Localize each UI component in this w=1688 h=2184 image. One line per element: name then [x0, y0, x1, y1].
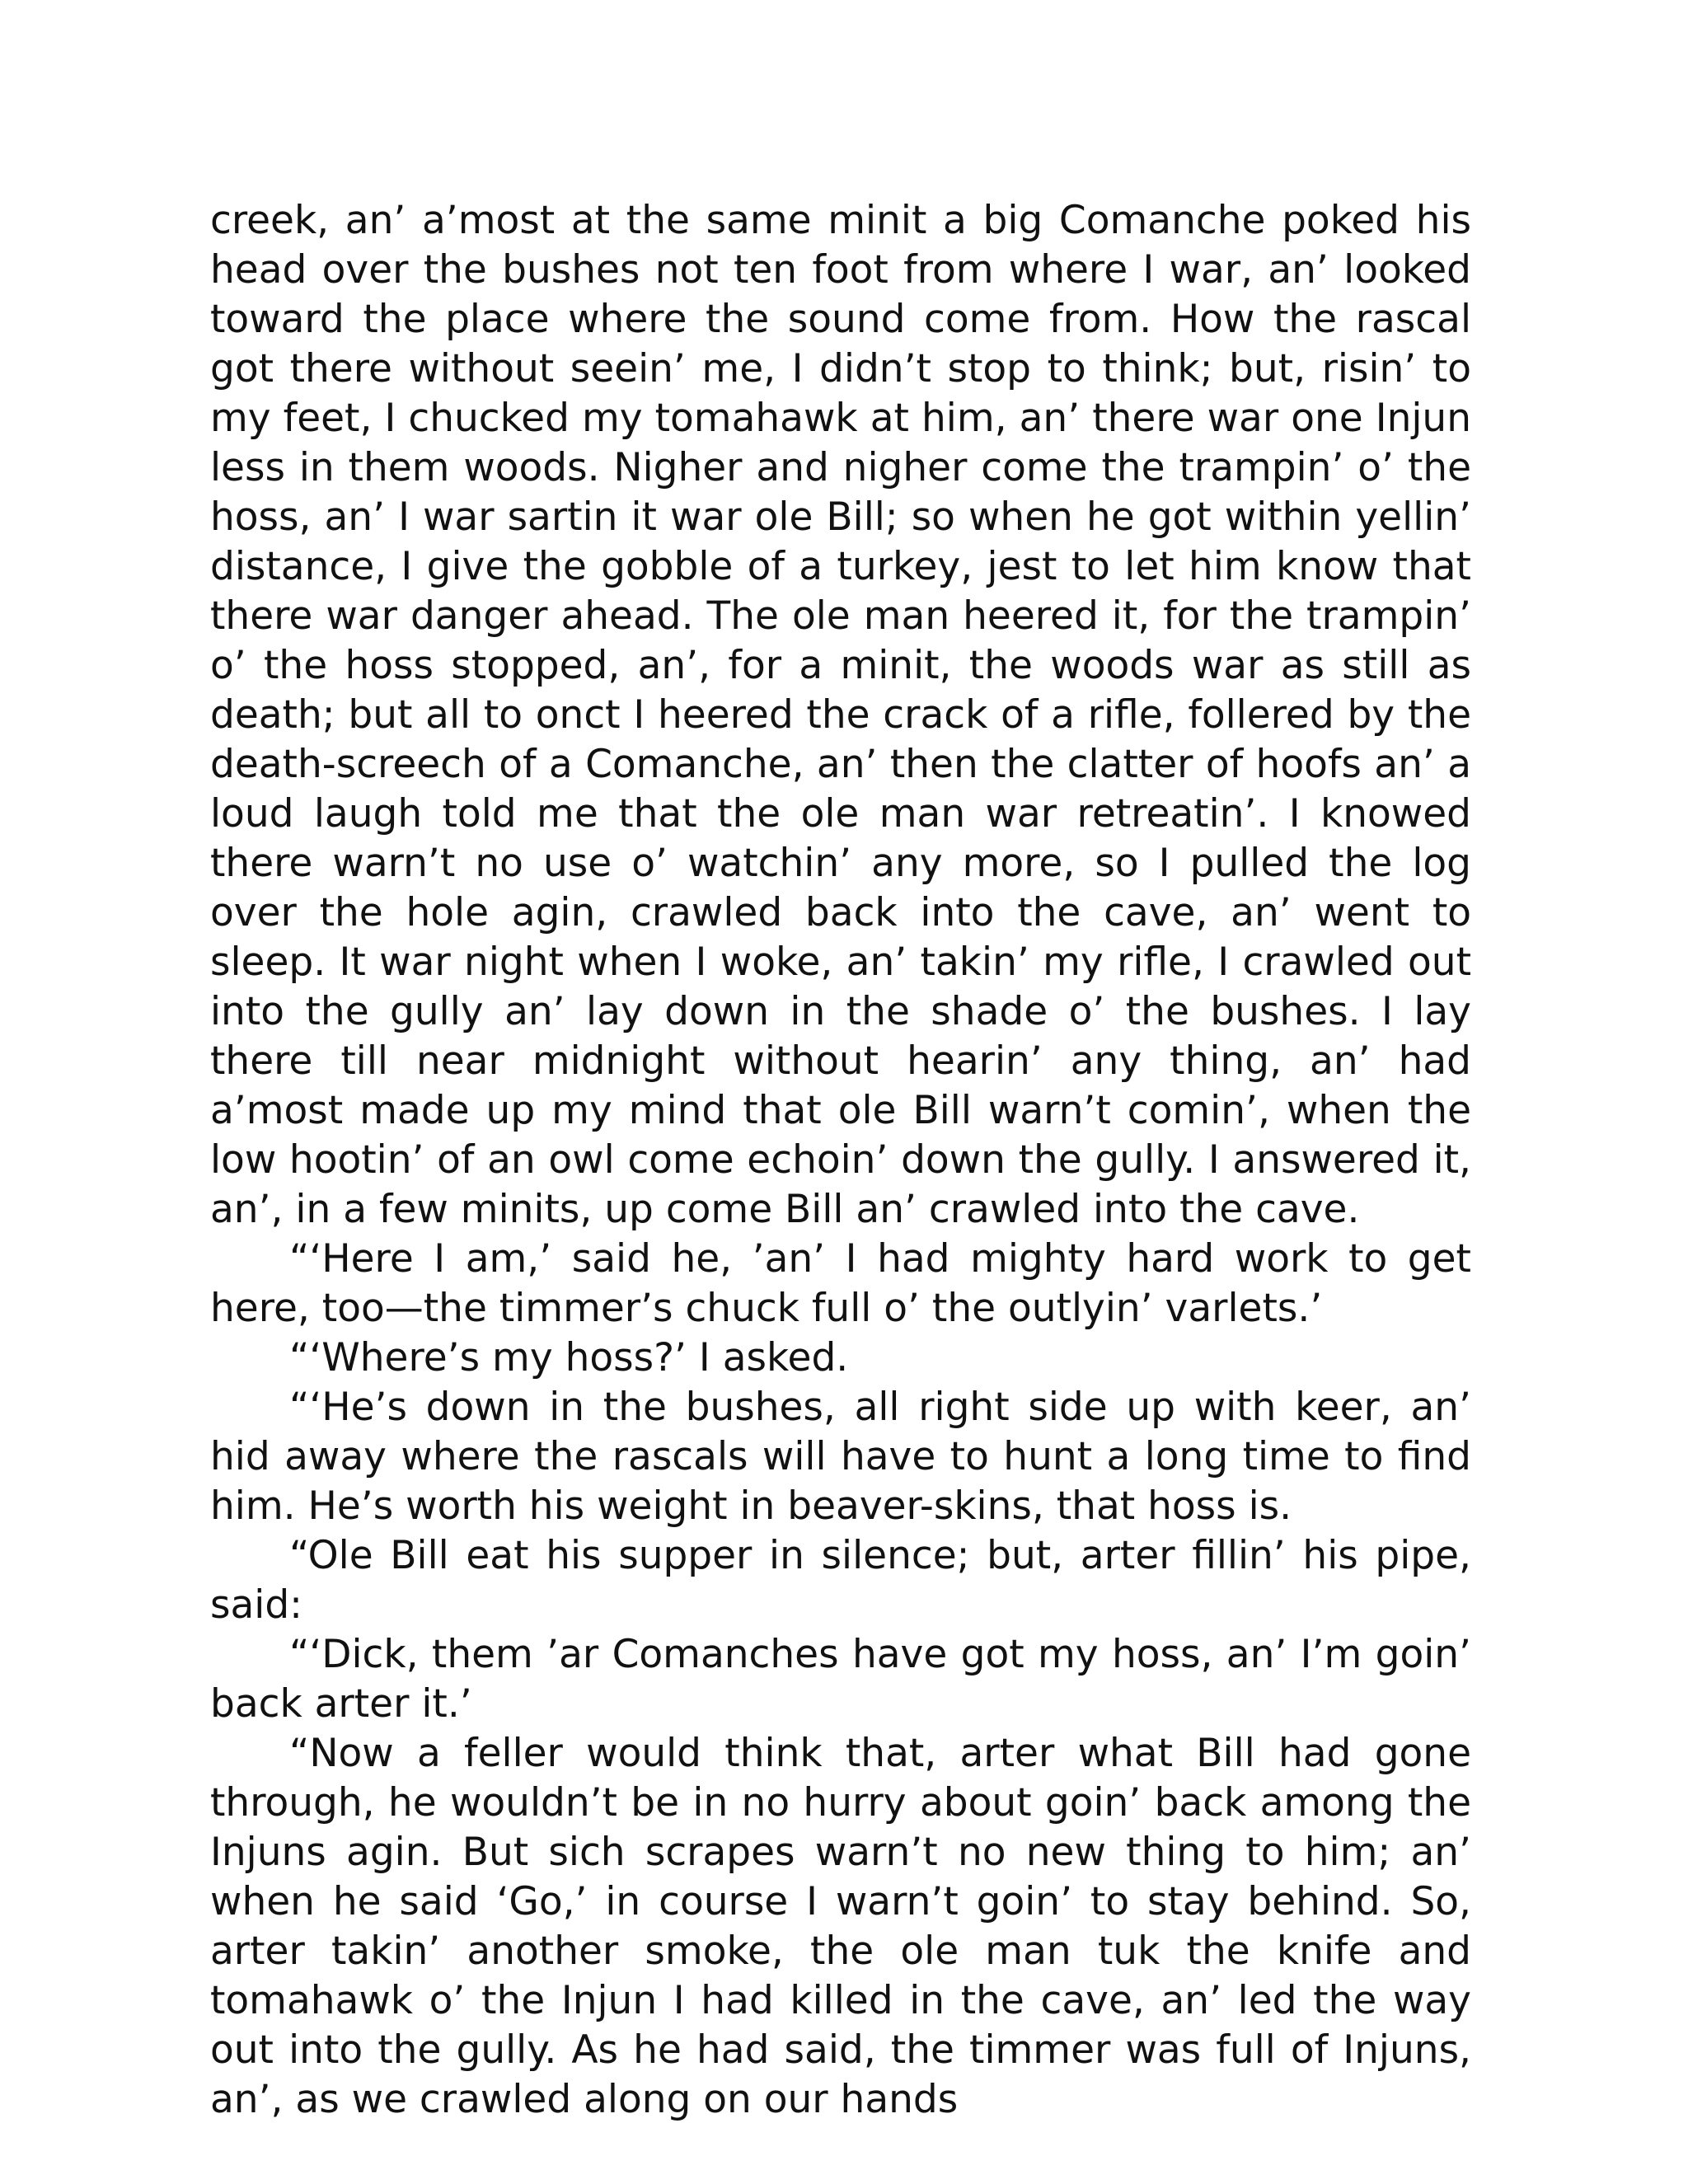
paragraph: “‘Here I am,’ said he, ’an’ I had mighty hard work to get here, too—the timmer’s chuck full o’ the outlyin’ varlets.’: [210, 1236, 1471, 1331]
paragraph: “Ole Bill eat his supper in silence; but, arter fillin’ his pipe, said:: [210, 1533, 1471, 1628]
paragraph-last: “Now a feller would think that, arter what Bill had gone through, he wouldn’t be in no hurry about goin’ back among the Injuns agin. But sich scrapes warn’t no new thing to him; an’ when he said ‘Go,’ in course I warn’t goin’ to stay behind. So, arter takin’ another smoke, the ole man tuk the knife and tomahawk o’ the Injun I had killed in the cave, an’ led the way out into the gully. As he had said, the timmer was full of Injuns, an’, as we crawled along on our hands: [210, 1731, 1471, 2122]
paragraph: “‘Where’s my hoss?’ I asked.: [289, 1335, 849, 1380]
book-page: [210, 196, 1471, 2125]
paragraph-continued: creek, an’ a’most at the same minit a big Comanche poked his head over the bushes not ten foot from where I war, an’ looked toward the place where the sound come from. How the rascal got there without seein’ me, I didn’t stop to think; but, risin’ to my feet, I chucked my tomahawk at him, an’ there war one Injun less in them woods. Nigher and nigher come the trampin’ o’ the hoss, an’ I war sartin it war ole Bill; so when he got within yellin’ distance, I give the gobble of a turkey, jest to let him know that there war danger ahead. The ole man heered it, for the trampin’ o’ the hoss stopped, an’, for a minit, the woods war as still as death; but all to onct I heered the crack of a rifle, follered by the death-screech of a Comanche, an’ then the clatter of hoofs an’ a loud laugh told me that the ole man war retreatin’. I knowed there warn’t no use o’ watchin’ any more, so I pulled the log over the hole agin, crawled back into the cave, an’ went to sleep. It war night when I woke, an’ takin’ my rifle, I crawled out into the gully an’ lay down in the shade o’ the bushes. I lay there till near midnight without hearin’ any thing, an’ had a’most made up my mind that ole Bill warn’t comin’, when the low hootin’ of an owl come echoin’ down the gully. I answered it, an’, in a few minits, up come Bill an’ crawled into the cave.: [210, 198, 1471, 1232]
paragraph: “‘He’s down in the bushes, all right side up with keer, an’ hid away where the rascals will have to hunt a long time to find him. He’s worth his weight in beaver-skins, that hoss is.: [210, 1385, 1471, 1529]
paragraph: “‘Dick, them ’ar Comanches have got my hoss, an’ I’m goin’ back arter it.’: [210, 1632, 1471, 1727]
